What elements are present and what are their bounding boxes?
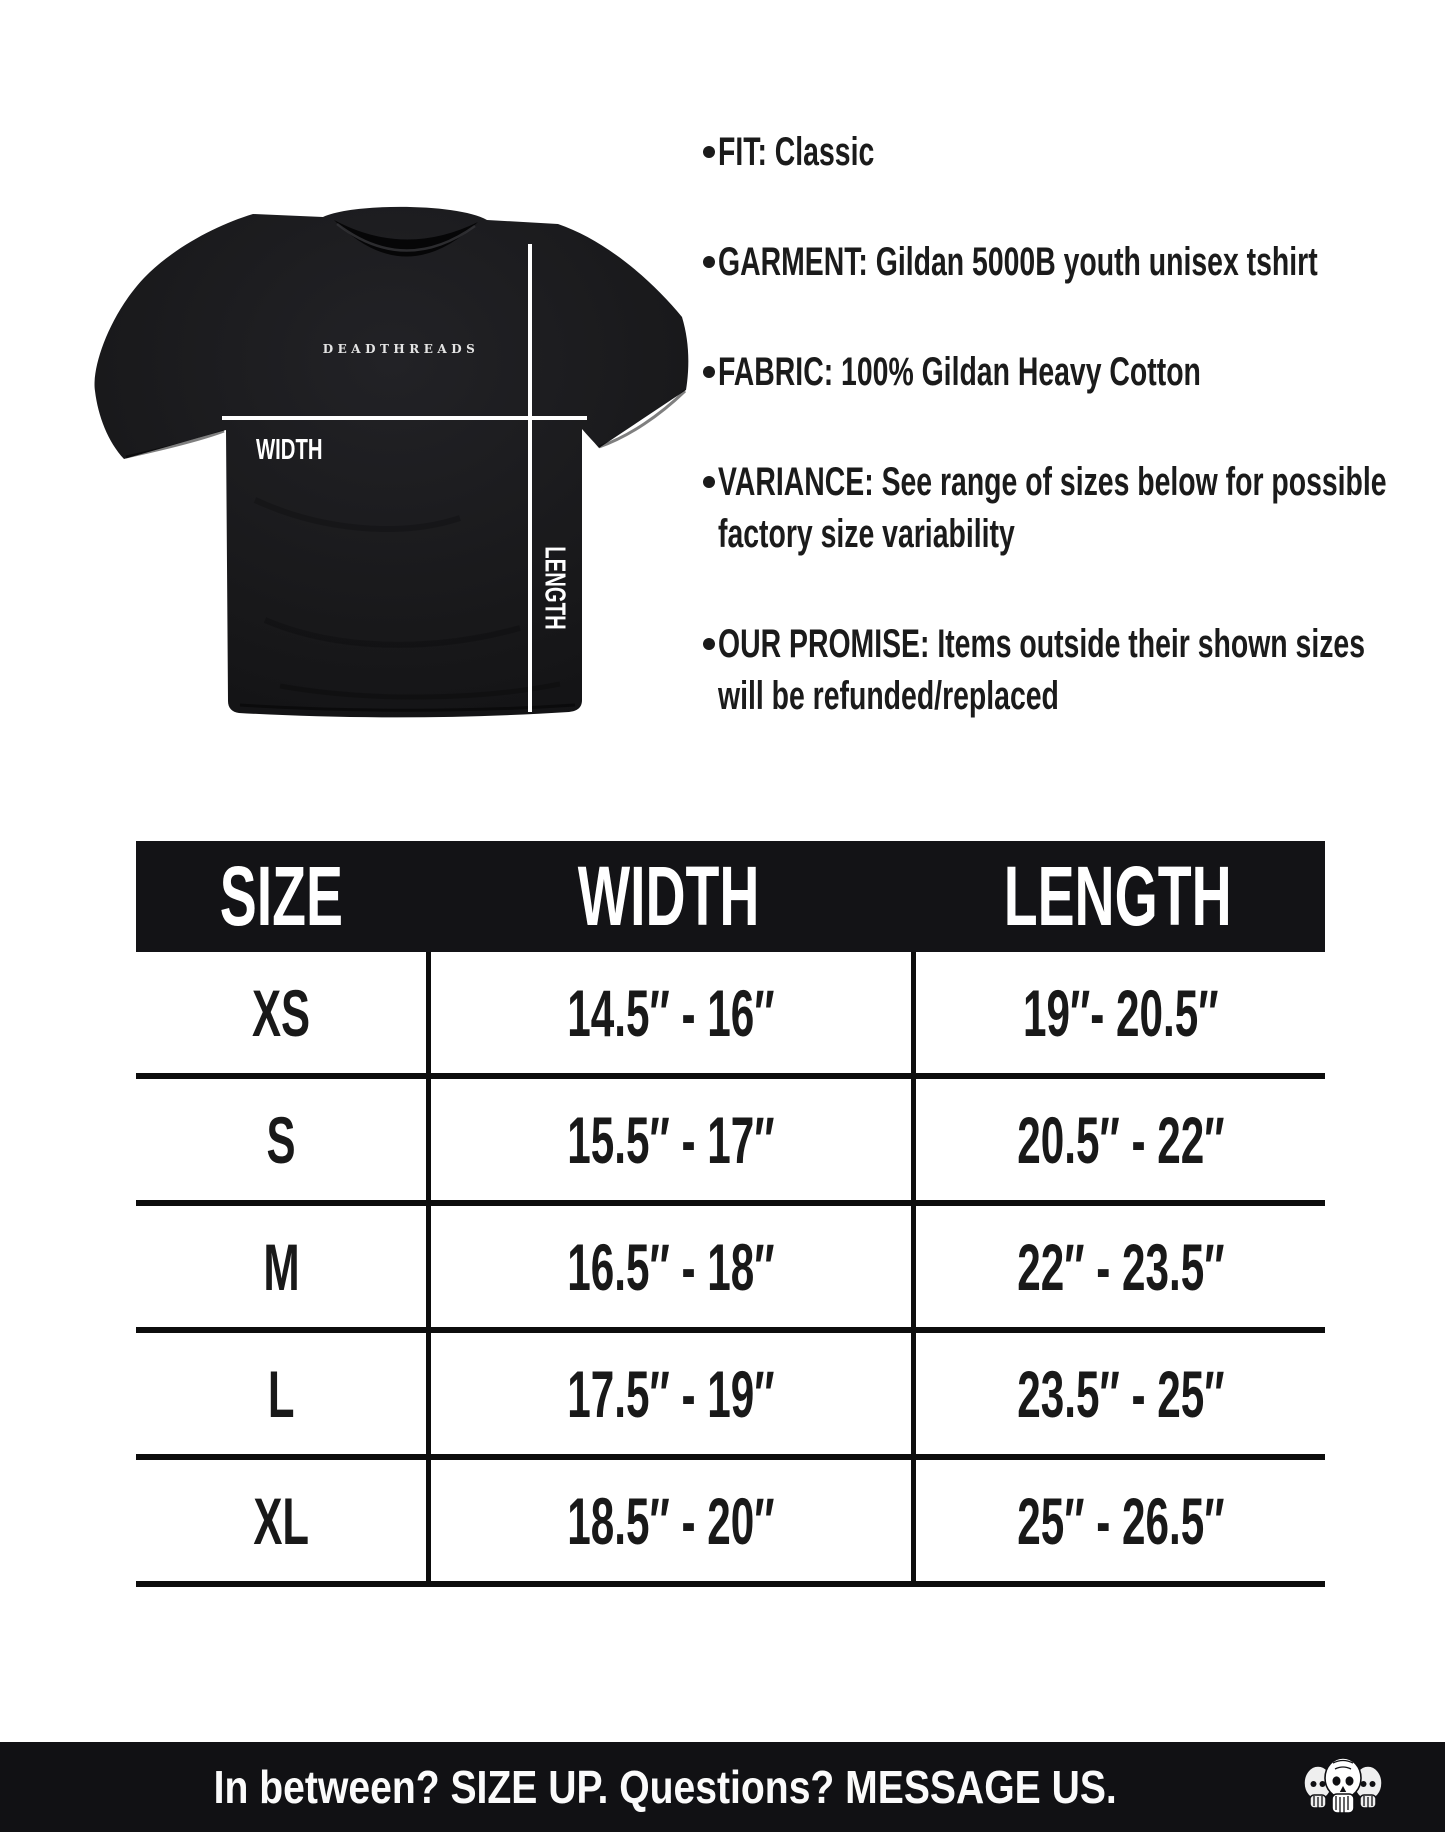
cell-size: S [266, 1102, 296, 1177]
footer-message: In between? SIZE UP. Questions? MESSAGE US. [213, 1761, 1117, 1813]
header-width: WIDTH [577, 849, 760, 943]
bullet-icon [703, 476, 715, 488]
size-table-header [136, 841, 1325, 952]
width-measure-label: WIDTH [256, 434, 323, 466]
size-table [136, 841, 1325, 1587]
table-row-xs [136, 952, 1325, 1079]
cell-length: 23.5″ - 25″ [911, 1333, 1325, 1454]
cell-length: 25″ - 26.5″ [911, 1460, 1325, 1581]
list-item-text: VARIANCE: See range of sizes below for possible [718, 460, 1387, 504]
table-row-m [136, 1206, 1325, 1333]
size-table-body [136, 952, 1325, 1587]
list-item-text: factory size variability [718, 512, 1015, 556]
list-item-text: FIT: Classic [718, 130, 875, 174]
product-details-list [703, 126, 1445, 780]
three-skulls-icon [1299, 1753, 1387, 1821]
bullet-icon [703, 366, 715, 378]
cell-size: M [262, 1229, 300, 1304]
list-item-promise [703, 618, 1445, 722]
bullet-icon [703, 256, 715, 268]
cell-size: L [267, 1356, 295, 1431]
header-size: SIZE [219, 849, 343, 943]
cell-width: 18.5″ - 20″ [426, 1460, 911, 1581]
tshirt-shape [95, 207, 689, 718]
bullet-icon [703, 146, 715, 158]
tshirt-brand-label: DEADTHREADS [322, 342, 480, 356]
table-row-xl [136, 1460, 1325, 1587]
cell-width: 15.5″ - 17″ [426, 1079, 911, 1200]
length-measure-label: LENGTH [538, 546, 571, 630]
list-item-fabric [703, 346, 1445, 398]
table-row-l [136, 1333, 1325, 1460]
list-item-garment [703, 236, 1445, 288]
list-item-variance [703, 456, 1445, 560]
list-item-fit [703, 126, 1445, 178]
list-item-text: OUR PROMISE: Items outside their shown sizes [718, 622, 1366, 666]
cell-width: 16.5″ - 18″ [426, 1206, 911, 1327]
cell-width: 17.5″ - 19″ [426, 1333, 911, 1454]
footer-bar [0, 1742, 1445, 1832]
list-item-text: will be refunded/replaced [718, 674, 1059, 718]
cell-size: XL [253, 1483, 309, 1558]
bullet-icon [703, 638, 715, 650]
cell-size: XS [251, 975, 311, 1050]
list-item-text: GARMENT: Gildan 5000B youth unisex tshirt [718, 240, 1318, 284]
cell-length: 22″ - 23.5″ [911, 1206, 1325, 1327]
tshirt-image [90, 200, 690, 720]
header-length: LENGTH [1004, 849, 1232, 943]
tshirt-diagram [90, 200, 690, 720]
cell-width: 14.5″ - 16″ [426, 952, 911, 1073]
list-item-text: FABRIC: 100% Gildan Heavy Cotton [718, 350, 1201, 394]
cell-length: 20.5″ - 22″ [911, 1079, 1325, 1200]
table-row-s [136, 1079, 1325, 1206]
cell-length: 19″- 20.5″ [911, 952, 1325, 1073]
